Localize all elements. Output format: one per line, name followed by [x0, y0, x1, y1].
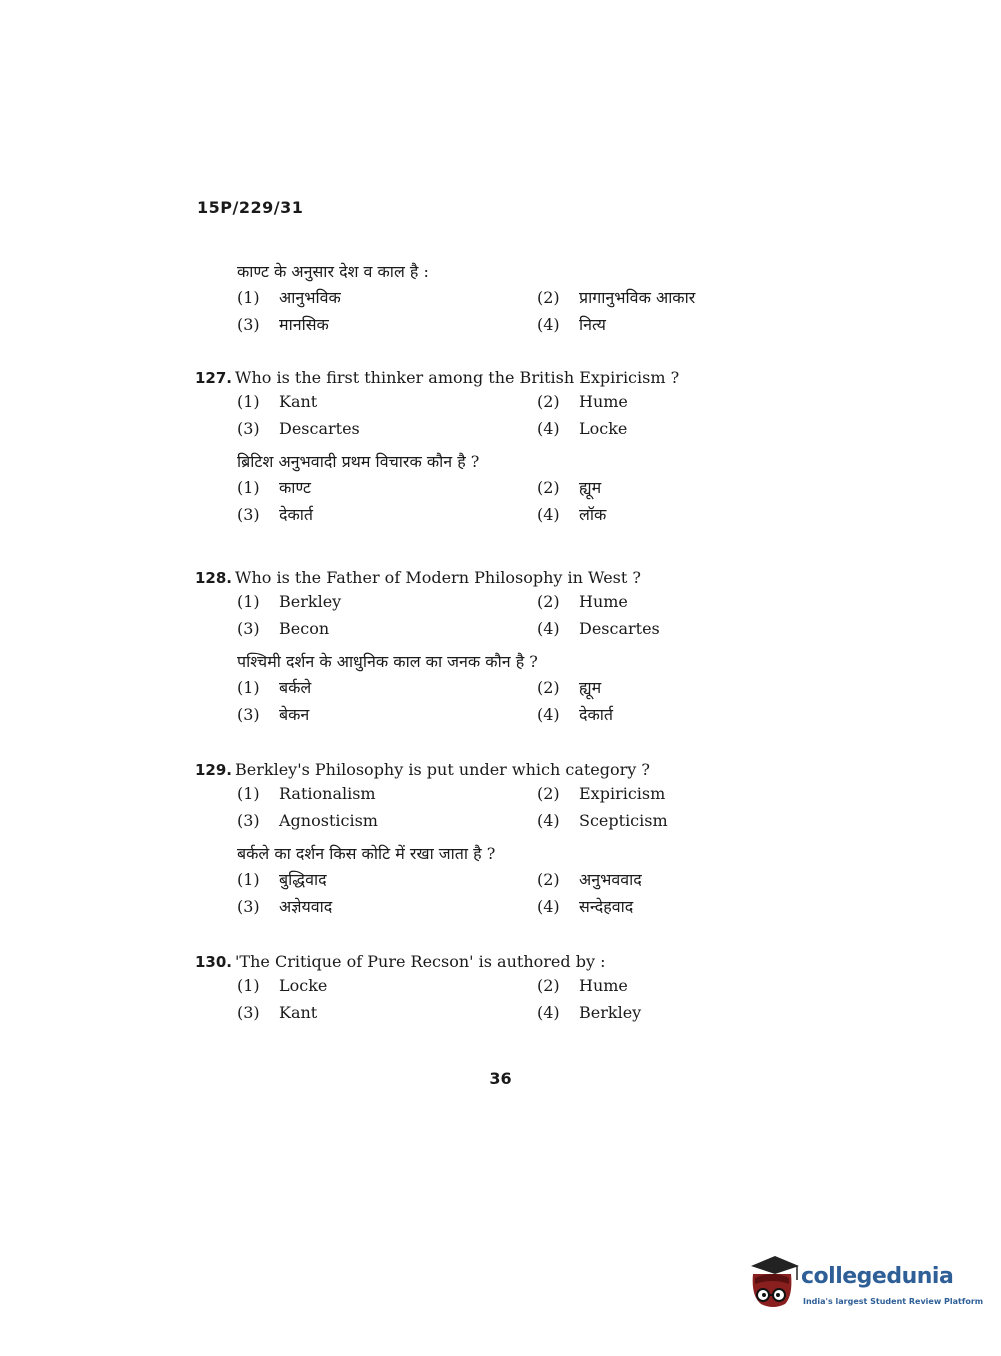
- question-128: [195, 567, 755, 729]
- brand-name: collegedunia: [801, 1264, 954, 1289]
- options-hi: [237, 865, 755, 921]
- option-3: (3) Becon: [237, 619, 330, 638]
- options-hi: [237, 473, 755, 529]
- option-2: (2) अनुभववाद: [537, 870, 642, 889]
- option-1: (1) Rationalism: [237, 784, 376, 803]
- page-number: 36: [489, 1069, 512, 1088]
- option-3: (3) Kant: [237, 1003, 318, 1022]
- option-2: (2) Hume: [537, 976, 628, 995]
- option-3: (3) Descartes: [237, 419, 360, 438]
- option-1: (1) आनुभविक: [237, 288, 341, 307]
- option-4: (4) लॉक: [537, 505, 607, 524]
- question-text-en: 127. Who is the first thinker among the British Expiricism ?: [195, 368, 680, 387]
- option-3: (3) बेकन: [237, 705, 310, 724]
- option-4: (4) Scepticism: [537, 811, 668, 830]
- question-number: 130.: [195, 953, 233, 971]
- mascot-icon: [743, 1250, 803, 1320]
- option-1: (1) बुद्धिवाद: [237, 870, 327, 889]
- option-1: (1) Locke: [237, 976, 328, 995]
- option-3: (3) Agnosticism: [237, 811, 378, 830]
- paper-code: 15P/229/31: [197, 198, 304, 217]
- options-en: [237, 781, 755, 837]
- question-number: 128.: [195, 569, 233, 587]
- option-1: (1) Berkley: [237, 592, 342, 611]
- question-126-hindi: [195, 261, 755, 339]
- option-2: (2) Expiricism: [537, 784, 666, 803]
- question-text-en: 130. 'The Critique of Pure Recson' is authored by :: [195, 952, 606, 971]
- option-2: (2) ह्यूम: [537, 478, 602, 497]
- option-1: (1) काण्ट: [237, 478, 311, 497]
- option-4: (4) सन्देहवाद: [537, 897, 634, 916]
- option-4: (4) Berkley: [537, 1003, 642, 1022]
- option-2: (2) Hume: [537, 592, 628, 611]
- question-text-hi: ब्रिटिश अनुभवादी प्रथम विचारक कौन है ?: [237, 452, 480, 471]
- question-129: [195, 759, 755, 921]
- question-130: [195, 951, 755, 1029]
- option-2: (2) प्रागानुभविक आकार: [537, 288, 696, 307]
- question-text-hi: बर्कले का दर्शन किस कोटि में रखा जाता है ?: [237, 844, 496, 863]
- option-2: (2) ह्यूम: [537, 678, 602, 697]
- option-1: (1) बर्कले: [237, 678, 312, 697]
- options-hi: [237, 283, 755, 339]
- option-4: (4) Descartes: [537, 619, 660, 638]
- options-hi: [237, 673, 755, 729]
- question-text-hi: काण्ट के अनुसार देश व काल है :: [237, 262, 429, 281]
- options-en: [237, 589, 755, 645]
- option-3: (3) अज्ञेयवाद: [237, 897, 333, 916]
- question-number: 127.: [195, 369, 233, 387]
- option-2: (2) Hume: [537, 392, 628, 411]
- question-127: [195, 367, 755, 529]
- question-number: 129.: [195, 761, 233, 779]
- question-text-hi: पश्चिमी दर्शन के आधुनिक काल का जनक कौन है ?: [237, 652, 538, 671]
- collegedunia-logo[interactable]: [743, 1250, 984, 1320]
- option-3: (3) देकार्त: [237, 505, 314, 524]
- brand-tagline: India's largest Student Review Platform: [803, 1297, 984, 1306]
- option-3: (3) मानसिक: [237, 315, 329, 334]
- question-text-en: 128. Who is the Father of Modern Philosophy in West ?: [195, 568, 641, 587]
- option-1: (1) Kant: [237, 392, 318, 411]
- option-4: (4) देकार्त: [537, 705, 614, 724]
- options-en: [237, 973, 755, 1029]
- question-text-en: 129. Berkley's Philosophy is put under which category ?: [195, 760, 650, 779]
- options-en: [237, 389, 755, 445]
- option-4: (4) नित्य: [537, 315, 606, 334]
- option-4: (4) Locke: [537, 419, 628, 438]
